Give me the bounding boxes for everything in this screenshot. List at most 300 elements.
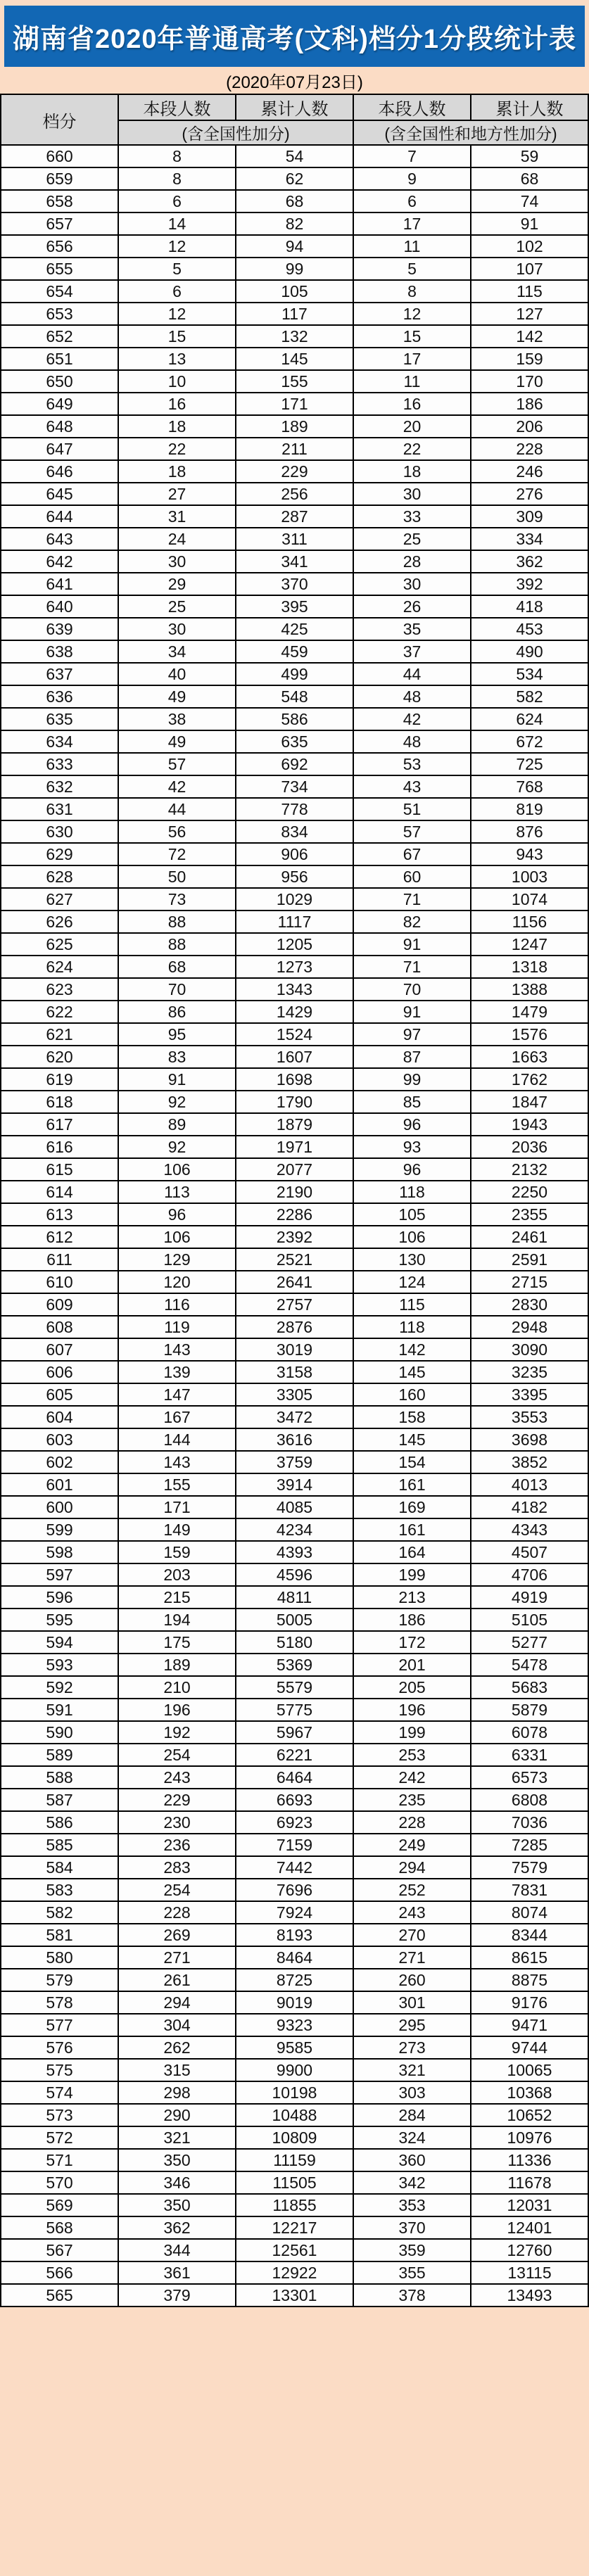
count-cell: 5369: [236, 1654, 353, 1676]
score-cell: 624: [1, 956, 118, 978]
count-cell: 350: [118, 2149, 236, 2171]
count-cell: 96: [118, 1203, 236, 1226]
count-cell: 344: [118, 2239, 236, 2261]
score-cell: 634: [1, 730, 118, 753]
table-row: [1, 956, 588, 978]
count-cell: 3852: [471, 1451, 588, 1473]
count-cell: 145: [236, 348, 353, 370]
table-row: [1, 888, 588, 911]
count-cell: 1479: [471, 1001, 588, 1023]
table-row: [1, 2149, 588, 2171]
count-cell: 635: [236, 730, 353, 753]
count-cell: 105: [353, 1203, 471, 1226]
count-cell: 12401: [471, 2216, 588, 2239]
table-row: [1, 1856, 588, 1879]
count-cell: 143: [118, 1338, 236, 1361]
count-cell: 7159: [236, 1834, 353, 1856]
count-cell: 62: [236, 167, 353, 190]
count-cell: 35: [353, 618, 471, 640]
count-cell: 321: [353, 2059, 471, 2081]
date-note: (2020年07月23日): [0, 67, 589, 94]
count-cell: 107: [471, 258, 588, 280]
score-cell: 591: [1, 1699, 118, 1721]
count-cell: 228: [471, 438, 588, 460]
score-cell: 623: [1, 978, 118, 1001]
score-cell: 649: [1, 393, 118, 415]
count-cell: 42: [353, 708, 471, 730]
count-cell: 49: [118, 730, 236, 753]
count-cell: 196: [353, 1699, 471, 1721]
count-cell: 203: [118, 1563, 236, 1586]
count-cell: 99: [353, 1068, 471, 1091]
count-cell: 7: [353, 145, 471, 167]
table-row: [1, 573, 588, 595]
count-cell: 2077: [236, 1158, 353, 1181]
count-cell: 25: [353, 528, 471, 550]
score-cell: 610: [1, 1271, 118, 1293]
count-cell: 8193: [236, 1924, 353, 1946]
count-cell: 834: [236, 820, 353, 843]
count-cell: 1247: [471, 933, 588, 956]
table-row: [1, 325, 588, 348]
count-cell: 324: [353, 2126, 471, 2149]
header-row: [1, 94, 588, 120]
table-row: [1, 595, 588, 618]
score-cell: 588: [1, 1766, 118, 1789]
count-cell: 22: [353, 438, 471, 460]
count-cell: 53: [353, 753, 471, 775]
count-cell: 142: [353, 1338, 471, 1361]
count-cell: 392: [471, 573, 588, 595]
count-cell: 1879: [236, 1113, 353, 1136]
table-row: [1, 1991, 588, 2014]
score-cell: 657: [1, 212, 118, 235]
table-row: [1, 1068, 588, 1091]
score-cell: 593: [1, 1654, 118, 1676]
table-row: [1, 2081, 588, 2104]
count-cell: 18: [118, 460, 236, 483]
score-cell: 589: [1, 1744, 118, 1766]
count-cell: 2036: [471, 1136, 588, 1158]
table-row: [1, 1091, 588, 1113]
count-cell: 4507: [471, 1541, 588, 1563]
table-row: [1, 1338, 588, 1361]
table-row: [1, 1113, 588, 1136]
table-row: [1, 708, 588, 730]
count-cell: 68: [118, 956, 236, 978]
count-cell: 8344: [471, 1924, 588, 1946]
count-cell: 1343: [236, 978, 353, 1001]
score-table-body: [1, 145, 588, 2307]
count-cell: 11336: [471, 2149, 588, 2171]
score-cell: 652: [1, 325, 118, 348]
count-cell: 93: [353, 1136, 471, 1158]
score-distribution-table: [0, 94, 589, 2307]
table-row: [1, 370, 588, 393]
count-cell: 228: [118, 1901, 236, 1924]
count-cell: 2190: [236, 1181, 353, 1203]
count-cell: 155: [236, 370, 353, 393]
score-cell: 565: [1, 2284, 118, 2307]
score-cell: 619: [1, 1068, 118, 1091]
table-row: [1, 1811, 588, 1834]
table-row: [1, 2036, 588, 2059]
score-cell: 592: [1, 1676, 118, 1699]
count-cell: 155: [118, 1473, 236, 1496]
count-cell: 9176: [471, 1991, 588, 2014]
score-cell: 650: [1, 370, 118, 393]
count-cell: 87: [353, 1046, 471, 1068]
count-cell: 12561: [236, 2239, 353, 2261]
table-row: [1, 348, 588, 370]
table-row: [1, 865, 588, 888]
count-cell: 159: [471, 348, 588, 370]
table-row: [1, 685, 588, 708]
count-cell: 15: [118, 325, 236, 348]
count-cell: 283: [118, 1856, 236, 1879]
score-cell: 642: [1, 550, 118, 573]
count-cell: 490: [471, 640, 588, 663]
count-cell: 2757: [236, 1293, 353, 1316]
table-row: [1, 1181, 588, 1203]
score-cell: 636: [1, 685, 118, 708]
count-cell: 13301: [236, 2284, 353, 2307]
table-row: [1, 798, 588, 820]
table-row: [1, 1879, 588, 1901]
count-cell: 115: [471, 280, 588, 303]
table-row: [1, 438, 588, 460]
count-cell: 1156: [471, 911, 588, 933]
count-cell: 211: [236, 438, 353, 460]
score-cell: 607: [1, 1338, 118, 1361]
count-cell: 210: [118, 1676, 236, 1699]
score-cell: 615: [1, 1158, 118, 1181]
count-cell: 82: [236, 212, 353, 235]
count-cell: 3395: [471, 1383, 588, 1406]
table-row: [1, 618, 588, 640]
count-cell: 159: [118, 1541, 236, 1563]
count-cell: 4343: [471, 1518, 588, 1541]
count-cell: 228: [353, 1811, 471, 1834]
count-cell: 145: [353, 1361, 471, 1383]
table-row: [1, 2261, 588, 2284]
count-cell: 71: [353, 956, 471, 978]
count-cell: 4596: [236, 1563, 353, 1586]
score-cell: 612: [1, 1226, 118, 1248]
count-cell: 252: [353, 1879, 471, 1901]
count-cell: 586: [236, 708, 353, 730]
count-cell: 378: [353, 2284, 471, 2307]
count-cell: 5478: [471, 1654, 588, 1676]
count-cell: 334: [471, 528, 588, 550]
count-cell: 12: [118, 235, 236, 258]
count-cell: 194: [118, 1609, 236, 1631]
table-row: [1, 663, 588, 685]
table-row: [1, 235, 588, 258]
count-cell: 83: [118, 1046, 236, 1068]
count-cell: 6: [118, 280, 236, 303]
count-cell: 315: [118, 2059, 236, 2081]
count-cell: 1205: [236, 933, 353, 956]
table-header: [1, 94, 588, 145]
score-cell: 614: [1, 1181, 118, 1203]
table-row: [1, 1383, 588, 1406]
count-cell: 9585: [236, 2036, 353, 2059]
score-cell: 606: [1, 1361, 118, 1383]
table-row: [1, 911, 588, 933]
table-row: [1, 843, 588, 865]
count-cell: 6078: [471, 1721, 588, 1744]
table-row: [1, 1473, 588, 1496]
count-cell: 309: [471, 505, 588, 528]
count-cell: 3553: [471, 1406, 588, 1428]
count-cell: 167: [118, 1406, 236, 1428]
score-cell: 618: [1, 1091, 118, 1113]
score-cell: 566: [1, 2261, 118, 2284]
count-cell: 118: [353, 1181, 471, 1203]
table-row: [1, 2239, 588, 2261]
count-cell: 8725: [236, 1969, 353, 1991]
count-cell: 12760: [471, 2239, 588, 2261]
count-cell: 4811: [236, 1586, 353, 1609]
count-cell: 8875: [471, 1969, 588, 1991]
count-cell: 8: [118, 167, 236, 190]
count-cell: 256: [236, 483, 353, 505]
score-cell: 633: [1, 753, 118, 775]
count-cell: 2715: [471, 1271, 588, 1293]
score-cell: 572: [1, 2126, 118, 2149]
count-cell: 2132: [471, 1158, 588, 1181]
score-cell: 629: [1, 843, 118, 865]
count-cell: 1074: [471, 888, 588, 911]
table-row: [1, 1046, 588, 1068]
count-cell: 91: [118, 1068, 236, 1091]
score-cell: 631: [1, 798, 118, 820]
count-cell: 164: [353, 1541, 471, 1563]
count-cell: 17: [353, 348, 471, 370]
count-cell: 72: [118, 843, 236, 865]
table-row: [1, 978, 588, 1001]
count-cell: 243: [118, 1766, 236, 1789]
table-row: [1, 820, 588, 843]
count-cell: 215: [118, 1586, 236, 1609]
score-cell: 638: [1, 640, 118, 663]
count-cell: 29: [118, 573, 236, 595]
count-cell: 3698: [471, 1428, 588, 1451]
count-cell: 5180: [236, 1631, 353, 1654]
score-cell: 597: [1, 1563, 118, 1586]
count-cell: 96: [353, 1113, 471, 1136]
score-cell: 660: [1, 145, 118, 167]
count-cell: 6808: [471, 1789, 588, 1811]
count-cell: 4013: [471, 1473, 588, 1496]
count-cell: 273: [353, 2036, 471, 2059]
count-cell: 175: [118, 1631, 236, 1654]
count-cell: 4706: [471, 1563, 588, 1586]
count-cell: 8615: [471, 1946, 588, 1969]
page-title: 湖南省2020年普通高考(文科)档分1分段统计表: [13, 25, 576, 54]
table-row: [1, 1924, 588, 1946]
count-cell: 1847: [471, 1091, 588, 1113]
count-cell: 5775: [236, 1699, 353, 1721]
count-cell: 70: [118, 978, 236, 1001]
score-cell: 594: [1, 1631, 118, 1654]
table-row: [1, 775, 588, 798]
col-header-cumulative-count-a: 累计人数: [236, 94, 353, 120]
table-row: [1, 212, 588, 235]
count-cell: 5: [118, 258, 236, 280]
count-cell: 303: [353, 2081, 471, 2104]
table-row: [1, 2059, 588, 2081]
table-row: [1, 393, 588, 415]
count-cell: 196: [118, 1699, 236, 1721]
count-cell: 92: [118, 1136, 236, 1158]
subheader-national-local-bonus: (含全国性和地方性加分): [353, 120, 588, 145]
table-row: [1, 1789, 588, 1811]
count-cell: 192: [118, 1721, 236, 1744]
count-cell: 734: [236, 775, 353, 798]
count-cell: 379: [118, 2284, 236, 2307]
count-cell: 459: [236, 640, 353, 663]
score-cell: 653: [1, 303, 118, 325]
table-row: [1, 2284, 588, 2307]
count-cell: 290: [118, 2104, 236, 2126]
count-cell: 1663: [471, 1046, 588, 1068]
count-cell: 3235: [471, 1361, 588, 1383]
count-cell: 30: [353, 483, 471, 505]
count-cell: 3616: [236, 1428, 353, 1451]
score-cell: 621: [1, 1023, 118, 1046]
count-cell: 27: [118, 483, 236, 505]
score-cell: 571: [1, 2149, 118, 2171]
score-cell: 604: [1, 1406, 118, 1428]
count-cell: 819: [471, 798, 588, 820]
count-cell: 1388: [471, 978, 588, 1001]
score-cell: 656: [1, 235, 118, 258]
table-row: [1, 460, 588, 483]
count-cell: 11159: [236, 2149, 353, 2171]
count-cell: 370: [353, 2216, 471, 2239]
table-row: [1, 1901, 588, 1924]
count-cell: 294: [353, 1856, 471, 1879]
count-cell: 8: [118, 145, 236, 167]
col-header-score: 档分: [1, 94, 118, 145]
count-cell: 254: [118, 1744, 236, 1766]
score-cell: 569: [1, 2194, 118, 2216]
count-cell: 201: [353, 1654, 471, 1676]
score-cell: 584: [1, 1856, 118, 1879]
count-cell: 5683: [471, 1676, 588, 1699]
count-cell: 2355: [471, 1203, 588, 1226]
count-cell: 86: [118, 1001, 236, 1023]
count-cell: 2876: [236, 1316, 353, 1338]
count-cell: 206: [471, 415, 588, 438]
score-cell: 641: [1, 573, 118, 595]
count-cell: 6573: [471, 1766, 588, 1789]
score-cell: 628: [1, 865, 118, 888]
count-cell: 672: [471, 730, 588, 753]
count-cell: 16: [353, 393, 471, 415]
count-cell: 10368: [471, 2081, 588, 2104]
table-row: [1, 2104, 588, 2126]
score-cell: 595: [1, 1609, 118, 1631]
count-cell: 38: [118, 708, 236, 730]
table-row: [1, 730, 588, 753]
count-cell: 311: [236, 528, 353, 550]
count-cell: 3305: [236, 1383, 353, 1406]
count-cell: 1029: [236, 888, 353, 911]
count-cell: 91: [353, 1001, 471, 1023]
score-cell: 608: [1, 1316, 118, 1338]
count-cell: 160: [353, 1383, 471, 1406]
score-cell: 577: [1, 2014, 118, 2036]
count-cell: 2641: [236, 1271, 353, 1293]
count-cell: 130: [353, 1248, 471, 1271]
count-cell: 6: [353, 190, 471, 212]
count-cell: 106: [118, 1158, 236, 1181]
count-cell: 28: [353, 550, 471, 573]
count-cell: 1790: [236, 1091, 353, 1113]
score-cell: 659: [1, 167, 118, 190]
count-cell: 30: [353, 573, 471, 595]
count-cell: 54: [236, 145, 353, 167]
count-cell: 6923: [236, 1811, 353, 1834]
count-cell: 92: [118, 1091, 236, 1113]
count-cell: 44: [353, 663, 471, 685]
count-cell: 91: [353, 933, 471, 956]
table-row: [1, 1001, 588, 1023]
count-cell: 235: [353, 1789, 471, 1811]
count-cell: 4234: [236, 1518, 353, 1541]
score-cell: 646: [1, 460, 118, 483]
count-cell: 1971: [236, 1136, 353, 1158]
subheader-national-bonus: (含全国性加分): [118, 120, 353, 145]
count-cell: 97: [353, 1023, 471, 1046]
table-row: [1, 528, 588, 550]
table-row: [1, 190, 588, 212]
table-row: [1, 753, 588, 775]
score-cell: 613: [1, 1203, 118, 1226]
count-cell: 119: [118, 1316, 236, 1338]
count-cell: 287: [236, 505, 353, 528]
count-cell: 3090: [471, 1338, 588, 1361]
table-row: [1, 1721, 588, 1744]
count-cell: 276: [471, 483, 588, 505]
table-row: [1, 1969, 588, 1991]
count-cell: 582: [471, 685, 588, 708]
table-row: [1, 1563, 588, 1586]
count-cell: 5: [353, 258, 471, 280]
count-cell: 359: [353, 2239, 471, 2261]
score-cell: 635: [1, 708, 118, 730]
count-cell: 5005: [236, 1609, 353, 1631]
count-cell: 906: [236, 843, 353, 865]
count-cell: 11855: [236, 2194, 353, 2216]
count-cell: 145: [353, 1428, 471, 1451]
count-cell: 17: [353, 212, 471, 235]
count-cell: 18: [353, 460, 471, 483]
count-cell: 129: [118, 1248, 236, 1271]
count-cell: 943: [471, 843, 588, 865]
score-cell: 583: [1, 1879, 118, 1901]
count-cell: 2830: [471, 1293, 588, 1316]
count-cell: 60: [353, 865, 471, 888]
table-row: [1, 1023, 588, 1046]
score-cell: 587: [1, 1789, 118, 1811]
count-cell: 142: [471, 325, 588, 348]
count-cell: 3914: [236, 1473, 353, 1496]
count-cell: 3759: [236, 1451, 353, 1473]
